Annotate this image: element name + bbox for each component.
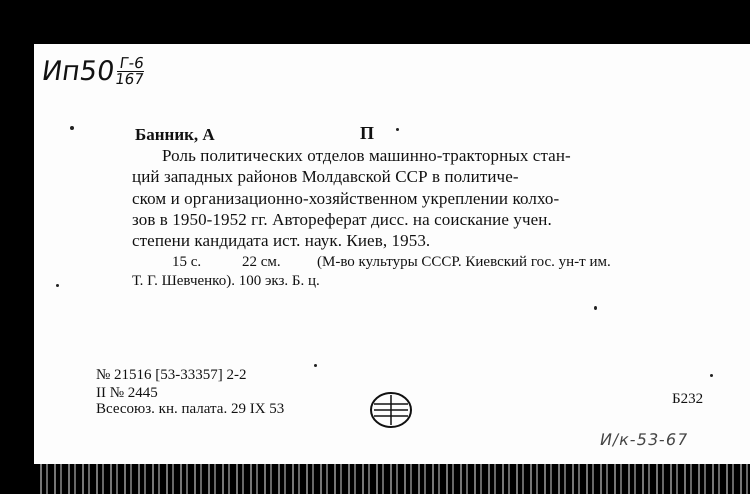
publisher-line: Т. Г. Шевченко). 100 экз. Б. ц. — [132, 273, 320, 289]
body-line: степени кандидата ист. наук. Киев, 1953. — [132, 231, 431, 250]
body-line: зов в 1950-1952 гг. Автореферат дисс. на соискание учен. — [132, 210, 552, 229]
body-line: ском и организационно-хозяйственном укреплении колхо- — [132, 189, 560, 208]
body-line: ций западных районов Молдавской ССР в политиче- — [132, 167, 519, 186]
call-number-numerator: Г-6 — [118, 54, 146, 72]
publisher-line: (М-во культуры СССР. Киевский гос. ун-т им. — [317, 254, 611, 270]
film-edge — [34, 464, 750, 494]
pages: 15 с. — [172, 254, 202, 270]
handwritten-note: И/к-53-67 — [598, 430, 690, 449]
library-stamp-icon — [368, 390, 414, 430]
speck — [594, 306, 597, 310]
secondary-number: II № 2445 — [96, 385, 158, 401]
registration-number: № 21516 [53-33357] 2-2 — [96, 367, 247, 383]
classification-code: Б232 — [672, 391, 704, 407]
speck — [396, 128, 399, 131]
call-number-main: Ип50 — [39, 56, 117, 87]
chamber-imprint: Всесоюз. кн. палата. 29 IX 53 — [96, 401, 285, 417]
call-number-fraction — [114, 56, 147, 87]
speck — [710, 374, 713, 377]
speck — [56, 284, 59, 287]
call-number-denominator: 167 — [113, 70, 146, 88]
body-line: Роль политических отделов машинно-тракторных стан- — [162, 146, 571, 165]
speck — [70, 126, 74, 130]
catalog-card — [34, 44, 750, 464]
speck — [314, 364, 317, 367]
author: Банник, А — [135, 125, 215, 144]
call-number — [40, 56, 147, 87]
shelf-letter: П — [360, 123, 375, 143]
size: 22 см. — [242, 254, 281, 270]
